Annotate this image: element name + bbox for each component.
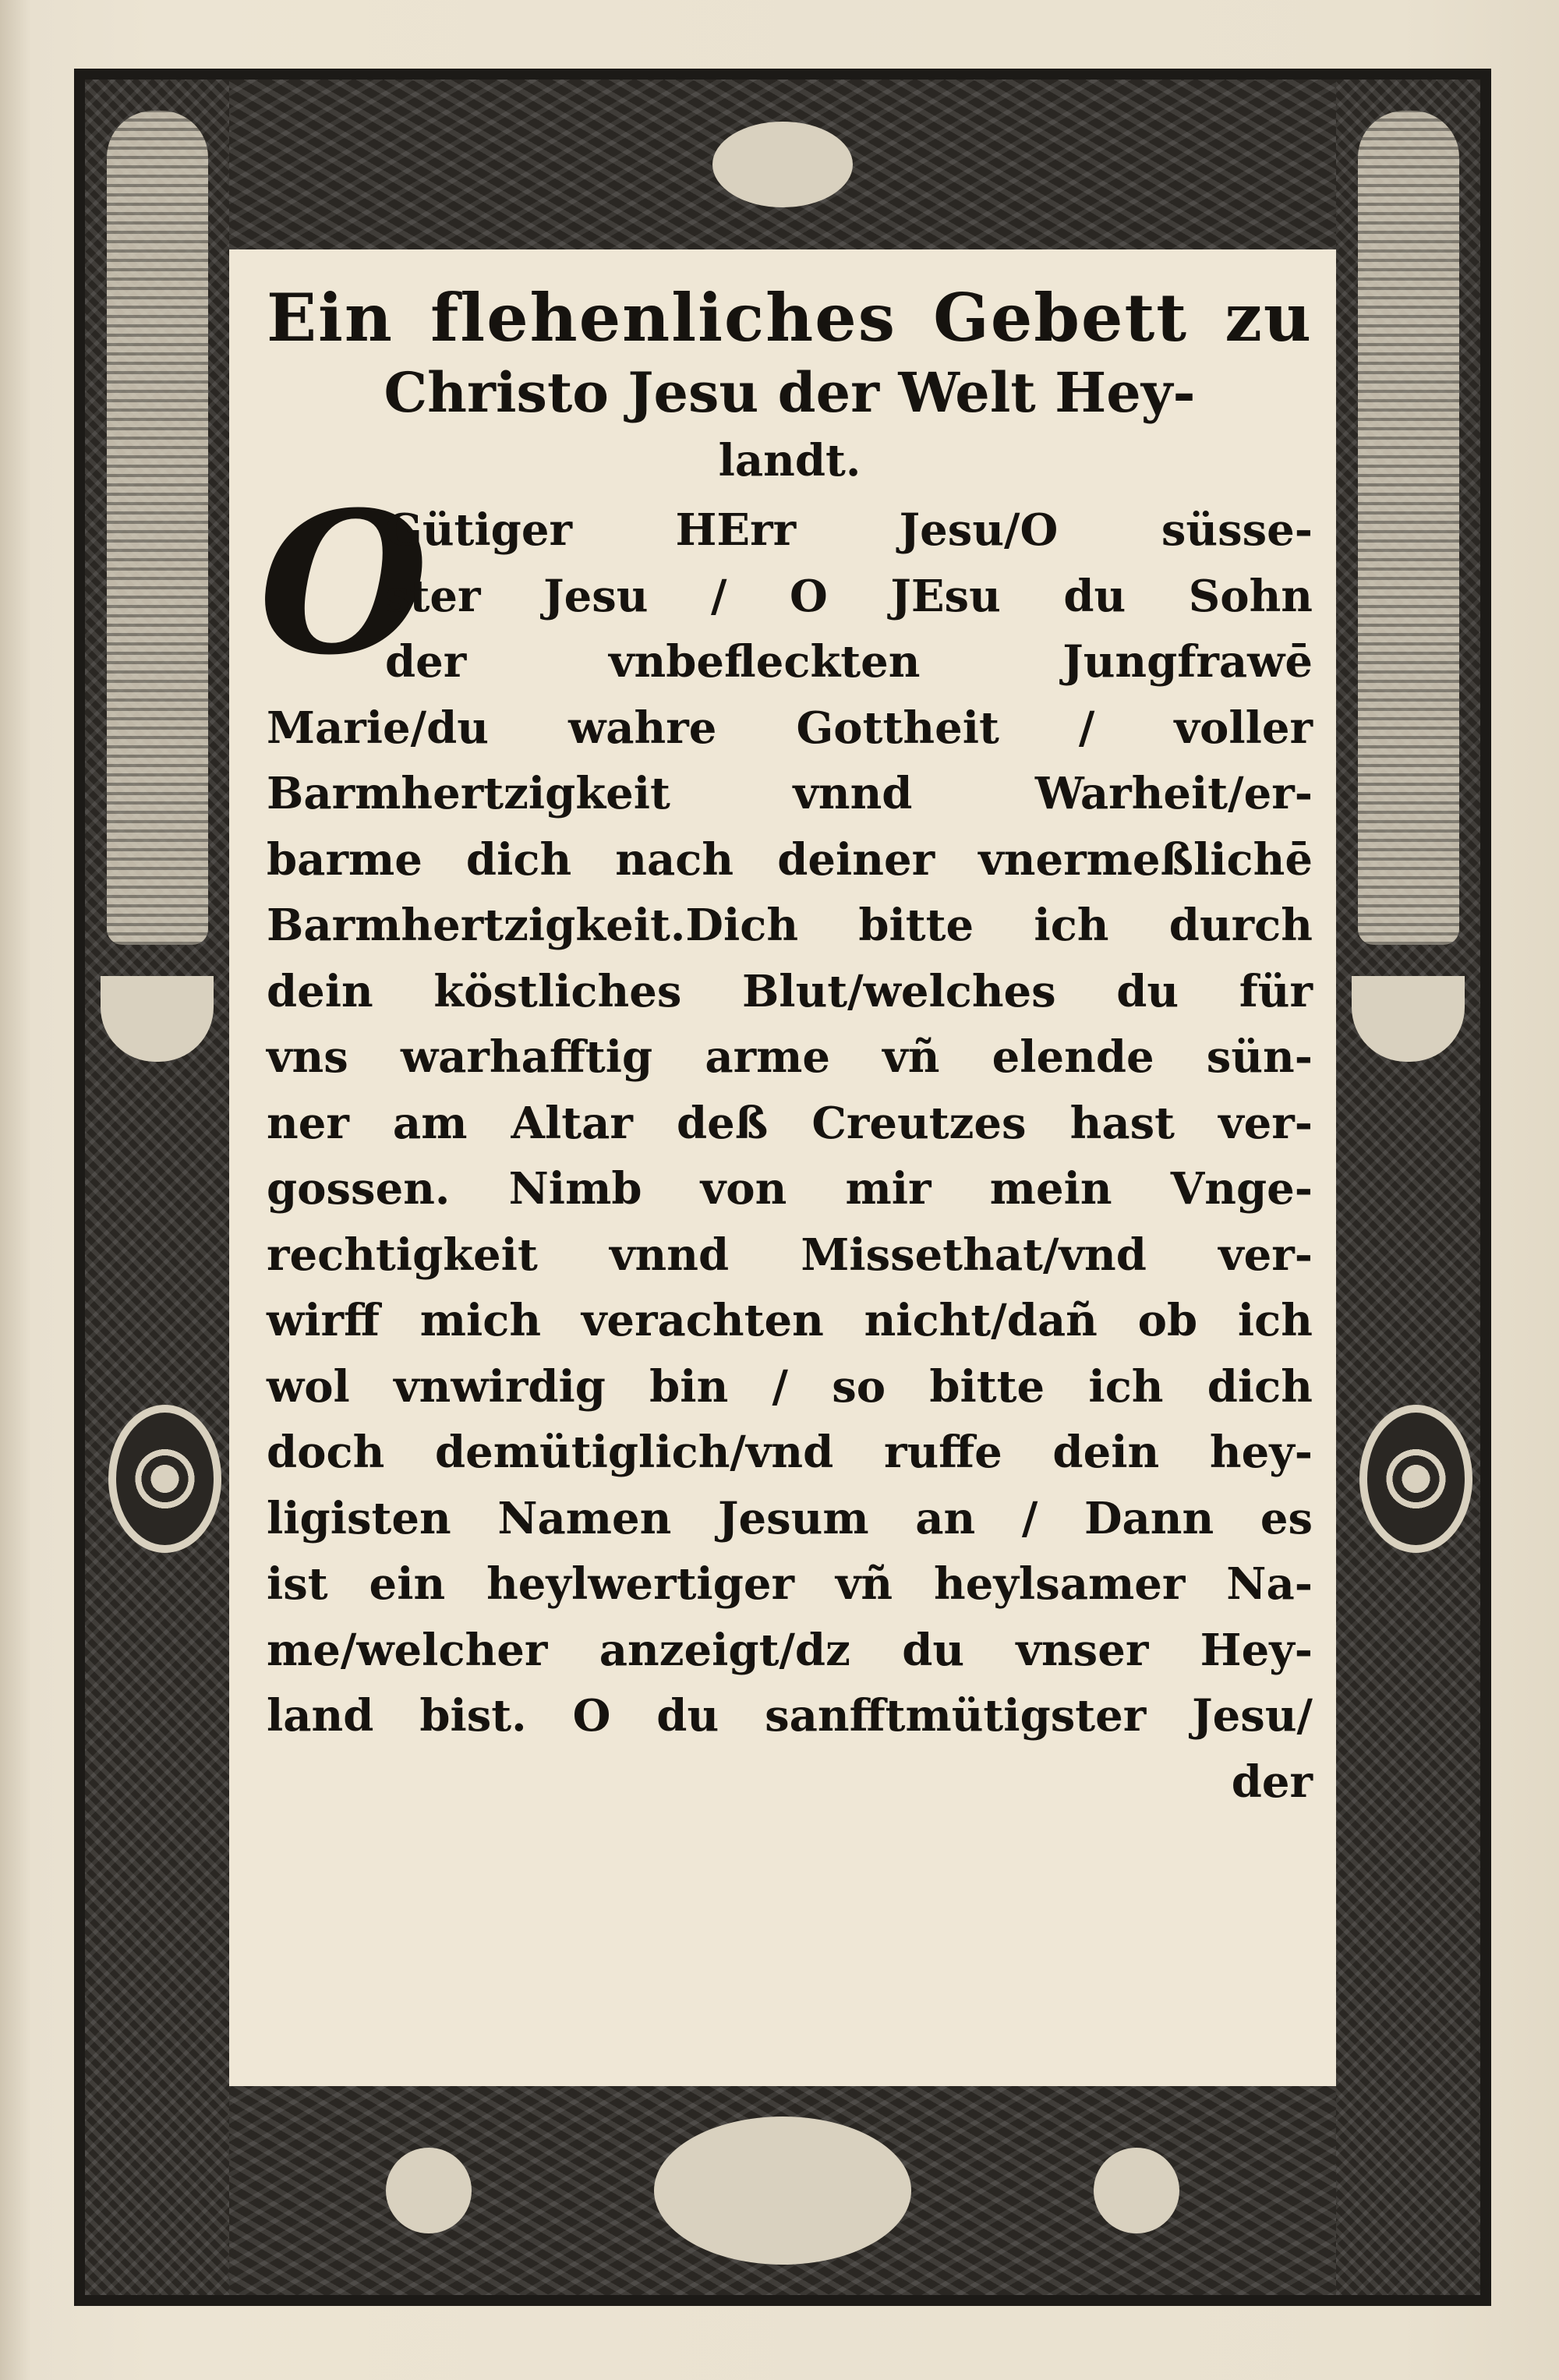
- body-line: vns warhafftig arme vñ elende sün-: [267, 1031, 1313, 1083]
- bottom-center-oval-ornament: [654, 2117, 911, 2265]
- right-medallion-ornament: [1359, 1405, 1472, 1553]
- title-line-2: Christo Jesu der Welt Hey-: [384, 360, 1196, 425]
- left-medallion-ornament: [108, 1405, 221, 1553]
- body-line: ster Jesu / O JEsu du Sohn: [385, 570, 1313, 622]
- body-line: Barmhertzigkeit.Dich bitte ich durch: [267, 900, 1313, 951]
- body-line: ner am Altar deß Creutzes hast ver-: [267, 1097, 1313, 1149]
- bottom-ornament-band: [229, 2086, 1336, 2295]
- left-border-column: [85, 80, 229, 2295]
- body-line: doch demütiglich/vnd ruffe dein hey-: [267, 1427, 1313, 1478]
- body-line: ist ein heylwertiger vñ heylsamer Na-: [267, 1558, 1313, 1610]
- opening-paragraph: [259, 469, 1313, 698]
- body-line: dein köstliches Blut/welches du für: [267, 965, 1313, 1017]
- right-vase-ornament: [1352, 976, 1465, 1062]
- title-line-1: Ein flehenliches Gebett zu: [267, 279, 1313, 356]
- body-line: ligisten Namen Jesum an / Dann es: [267, 1492, 1313, 1544]
- body-line: me/welcher anzeigt/dz du vnser Hey-: [267, 1624, 1313, 1676]
- drop-cap-initial: O: [259, 469, 429, 698]
- body-line: rechtigkeit vnnd Missethat/vnd ver-: [267, 1229, 1313, 1281]
- body-line: Marie/du wahre Gottheit / voller: [267, 702, 1313, 754]
- title-line-3: landt.: [718, 435, 861, 486]
- body-line: wol vnwirdig bin / so bitte ich dich: [267, 1360, 1313, 1413]
- body-line: gossen. Nimb von mir mein Vnge-: [267, 1163, 1313, 1215]
- prayer-body: [259, 469, 1313, 1815]
- prayer-title: [267, 281, 1313, 491]
- body-line: Gütiger HErr Jesu/O süsse-: [385, 504, 1313, 556]
- woodcut-border-frame: [74, 69, 1491, 2306]
- bottom-left-rosette-ornament: [386, 2148, 472, 2233]
- top-flower-ornament: [712, 122, 853, 207]
- body-line: barme dich nach deiner vnermeßlichē: [267, 833, 1313, 886]
- body-line: Barmhertzigkeit vnnd Warheit/er-: [267, 768, 1313, 819]
- body-line: land bist. O du sanfftmütigster Jesu/: [267, 1690, 1313, 1742]
- catchword: der: [1231, 1756, 1313, 1808]
- right-border-column: [1336, 80, 1480, 2295]
- body-line: wirff mich verachten nicht/dañ ob ich: [267, 1295, 1313, 1346]
- text-panel: [229, 249, 1336, 2086]
- body-line: der vnbefleckten Jungfrawē: [385, 636, 1313, 688]
- top-foliage-band: [229, 80, 1336, 249]
- right-saint-figure-ornament: [1358, 111, 1459, 945]
- bottom-right-rosette-ornament: [1094, 2148, 1179, 2233]
- left-saint-figure-ornament: [107, 111, 208, 945]
- left-vase-ornament: [101, 976, 214, 1062]
